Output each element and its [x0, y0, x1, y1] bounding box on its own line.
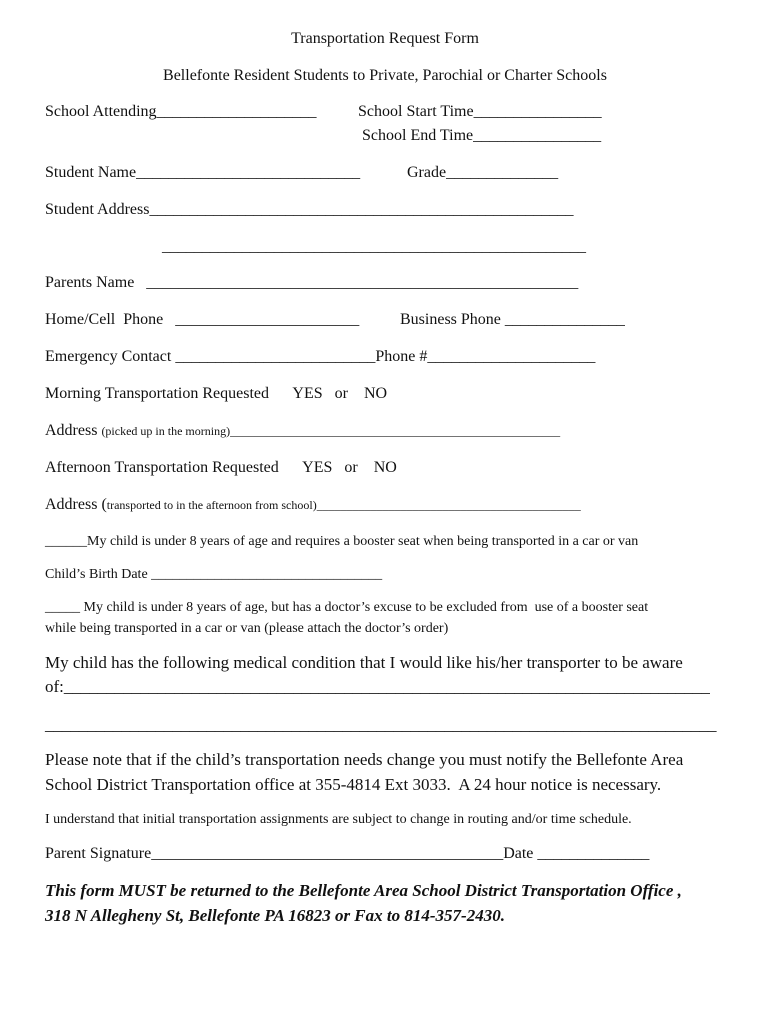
business-phone-field[interactable]: Business Phone _______________: [400, 311, 625, 328]
parents-name-field[interactable]: Parents Name ______________________________________________________: [45, 274, 579, 291]
doctor-excuse-checkbox-line[interactable]: _____ My child is under 8 years of age, but has a doctor’s excuse to be excluded from use of a booster seat: [45, 600, 649, 615]
parent-signature-field[interactable]: Parent Signature____________________________________________Date ______________: [45, 845, 650, 862]
return-instructions-line1: This form MUST be returned to the Bellefonte Area School District Transportation Office ,: [45, 881, 682, 900]
school-attending-field[interactable]: School Attending____________________: [45, 103, 317, 120]
booster-seat-checkbox-line[interactable]: ______My child is under 8 years of age and requires a booster seat when being transported in a car or van: [45, 534, 639, 549]
return-instructions-line2: 318 N Allegheny St, Bellefonte PA 16823 or Fax to 814-357-2430.: [45, 906, 505, 925]
morning-address-field[interactable]: [45, 421, 560, 441]
medical-condition-field[interactable]: of:____________________________________________________________________________: [45, 677, 710, 696]
school-start-time-field[interactable]: School Start Time________________: [358, 103, 602, 120]
afternoon-address-label: Address (: [45, 496, 107, 513]
doctor-excuse-text: while being transported in a car or van (please attach the doctor’s order): [45, 621, 449, 636]
morning-address-label: Address: [45, 422, 102, 439]
afternoon-address-note: transported to in the afternoon from school)____________________________________________: [106, 498, 581, 512]
change-notice-line2: School District Transportation office at 355-4814 Ext 3033. A 24 hour notice is necessary.: [45, 775, 662, 794]
student-address-field[interactable]: Student Address_____________________________________________________: [45, 201, 574, 218]
student-address-line2-field[interactable]: _____________________________________________________: [162, 238, 586, 255]
birth-date-field[interactable]: Child’s Birth Date _________________________________: [45, 567, 383, 582]
school-end-time-field[interactable]: School End Time________________: [362, 127, 602, 144]
grade-field[interactable]: Grade______________: [407, 164, 559, 181]
medical-condition-field-line2[interactable]: _______________________________________________________________________________: [45, 715, 717, 734]
change-notice-line1: Please note that if the child’s transportation needs change you must notify the Bellefonte Area: [45, 750, 684, 769]
student-name-field[interactable]: Student Name____________________________: [45, 164, 361, 181]
acknowledgement-text: I understand that initial transportation assignments are subject to change in routing and/or time schedule.: [45, 812, 632, 827]
home-cell-phone-field[interactable]: Home/Cell Phone _______________________: [45, 311, 360, 328]
form-subtitle: Bellefonte Resident Students to Private, Parochial or Charter Schools: [163, 67, 607, 84]
medical-condition-label: My child has the following medical condition that I would like his/her transporter to be aware: [45, 653, 683, 672]
emergency-contact-field[interactable]: Emergency Contact _________________________Phone #_____________________: [45, 348, 596, 365]
morning-transport-choice[interactable]: Morning Transportation Requested YES or NO: [45, 385, 388, 402]
form-title: Transportation Request Form: [291, 30, 479, 47]
afternoon-address-field[interactable]: [45, 495, 581, 515]
afternoon-transport-choice[interactable]: Afternoon Transportation Requested YES or NO: [45, 459, 397, 476]
morning-address-note: (picked up in the morning)_______________________________________________________: [101, 424, 561, 438]
